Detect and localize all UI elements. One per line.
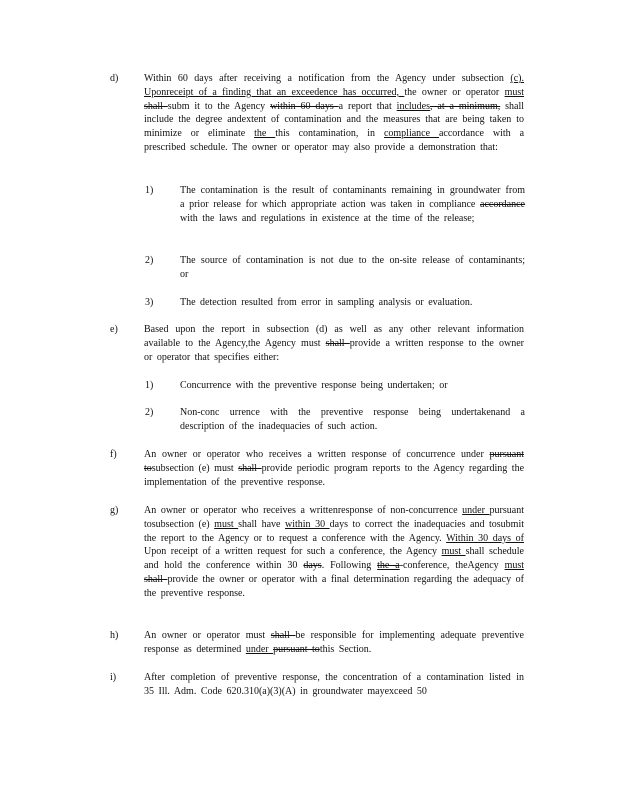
text-run: this Section. (319, 643, 372, 655)
inserted-text: under (245, 643, 274, 655)
deleted-text: shall (144, 100, 168, 112)
text-run: the owner or operator (404, 86, 505, 98)
text-run: The source of contamination is not due to the on-site release of contaminants; or (180, 255, 525, 280)
text-run: Within 60 days after receiving a notification from the Agency under subsection (144, 73, 511, 84)
text-run: provide the owner or operator with a final determination regarding the adequacy of the preventive response. (144, 573, 524, 599)
deleted-text: shall (325, 337, 350, 349)
paragraph-i (110, 671, 530, 699)
deleted-text: accordance (480, 198, 525, 210)
paragraph-text (144, 504, 524, 601)
paragraph-text (180, 406, 525, 434)
text-run: shall schedule and hold the conference within 30 (144, 546, 524, 572)
paragraph-label: g) (110, 505, 119, 516)
paragraph-label: i) (110, 672, 117, 683)
inserted-text: under (462, 505, 490, 516)
paragraph-label: 2) (145, 407, 154, 418)
paragraph-d-3 (145, 296, 525, 310)
paragraph-label: 2) (145, 255, 154, 266)
paragraph-h (110, 629, 530, 657)
deleted-text: shall (270, 630, 296, 641)
text-run: Non-conc urrence with the preventive response being undertakenand a description of the inadequacies of such action. (180, 407, 525, 432)
deleted-text: pursuant to (273, 643, 320, 655)
text-run: shall have (238, 518, 285, 530)
paragraph-text (180, 184, 525, 225)
paragraph-text (144, 72, 524, 155)
text-run: subm it to the Agency (167, 100, 271, 112)
inserted-text: includes (396, 100, 430, 112)
paragraph-e (110, 323, 530, 364)
deleted-text: shall (144, 573, 168, 585)
paragraph-label: h) (110, 630, 119, 641)
text-run: Concurrence with the preventive response being undertaken; or (180, 380, 448, 391)
text-run: Upon receipt of a written request for such a conference, the Agency (144, 546, 442, 558)
deleted-text: pursuant to (144, 449, 524, 474)
deleted-text: within 60 days (270, 100, 339, 112)
text-run: An owner or operator who receives a written response of concurrence under (144, 449, 490, 460)
inserted-text: compliance (383, 128, 439, 140)
paragraph-d-2 (145, 254, 525, 282)
inserted-text: must (441, 546, 466, 558)
paragraph-text (180, 254, 525, 282)
paragraph-label: 1) (145, 185, 154, 196)
paragraph-label: f) (110, 449, 117, 460)
text-run: accordance with a prescribed schedule. The owner or operator may also provide a demonstration that: (144, 128, 525, 153)
text-run: An owner or operator must (144, 630, 271, 641)
inserted-text: within 30 (285, 518, 330, 530)
paragraph-label: 3) (145, 297, 154, 308)
text-run: After completion of preventive response, the concentration of a contamination listed in 35 Ill. Adm. Code 620.310(a)(3)(A) in groundwater mayexceed 50 (144, 672, 524, 697)
paragraph-f (110, 448, 530, 489)
text-run: The contamination is the result of contaminants remaining in groundwater from a prior release for which appropriate action was taken in compliance (180, 185, 525, 210)
text-run: provide a written response to the owner or operator that specifies either: (144, 337, 524, 363)
text-run: Based upon the report in subsection (d) as well as any other relevant information available to the Agency,the Agency must (144, 324, 524, 349)
text-run: be responsible for implementing adequate preventive response as determined (144, 630, 524, 655)
inserted-text: must (504, 86, 525, 98)
text-run: shall include the degree andextent of contamination and the measures that are being taken to minimize or eliminate (144, 100, 525, 140)
text-run: with the laws and regulations in existence at the time of the release; (180, 212, 475, 224)
deleted-text: shall (238, 462, 262, 474)
text-run: An owner or operator who receives a writtenresponse of non-concurrence (144, 505, 463, 516)
paragraph-e-2 (145, 406, 525, 434)
revised-text: the a (377, 560, 400, 572)
paragraph-text (144, 323, 524, 364)
paragraph-text (180, 379, 525, 393)
text-run: The detection resulted from error in sampling analysis or evaluation. (180, 297, 473, 308)
text-run: a report that (338, 100, 397, 112)
text-run: -conference, theAgency (399, 560, 505, 572)
text-run: pursuant tosubsection (e) (144, 505, 524, 530)
paragraph-label: d) (110, 73, 119, 84)
inserted-text: must (504, 560, 525, 572)
paragraph-text (144, 671, 524, 699)
deleted-text: , at a minimum, (430, 100, 501, 112)
deleted-text: days (303, 560, 322, 572)
paragraph-text (144, 448, 524, 489)
paragraph-e-1 (145, 379, 525, 393)
paragraph-g (110, 504, 530, 601)
paragraph-text (180, 296, 525, 310)
inserted-text: must (214, 518, 239, 530)
text-run: provide periodic program reports to the Agency regarding the implementation of the preventive response. (144, 462, 525, 488)
text-run: subsection (e) must (151, 462, 239, 474)
paragraph-label: 1) (145, 380, 154, 391)
paragraph-label: e) (110, 324, 118, 335)
inserted-text: the (254, 128, 276, 140)
paragraph-d (110, 72, 530, 155)
inserted-text: (c). Uponreceipt of a finding that an exceedence has occurred, (144, 73, 524, 98)
text-run: days to correct the inadequacies and tosubmit the report to the Agency or to request a conference with the Agency. (144, 518, 525, 544)
inserted-text: Within 30 days of (446, 532, 524, 544)
paragraph-text (144, 629, 524, 657)
text-run: this contamination, in (275, 128, 384, 140)
paragraph-d-1 (145, 184, 525, 225)
text-run: . Following (321, 560, 378, 572)
